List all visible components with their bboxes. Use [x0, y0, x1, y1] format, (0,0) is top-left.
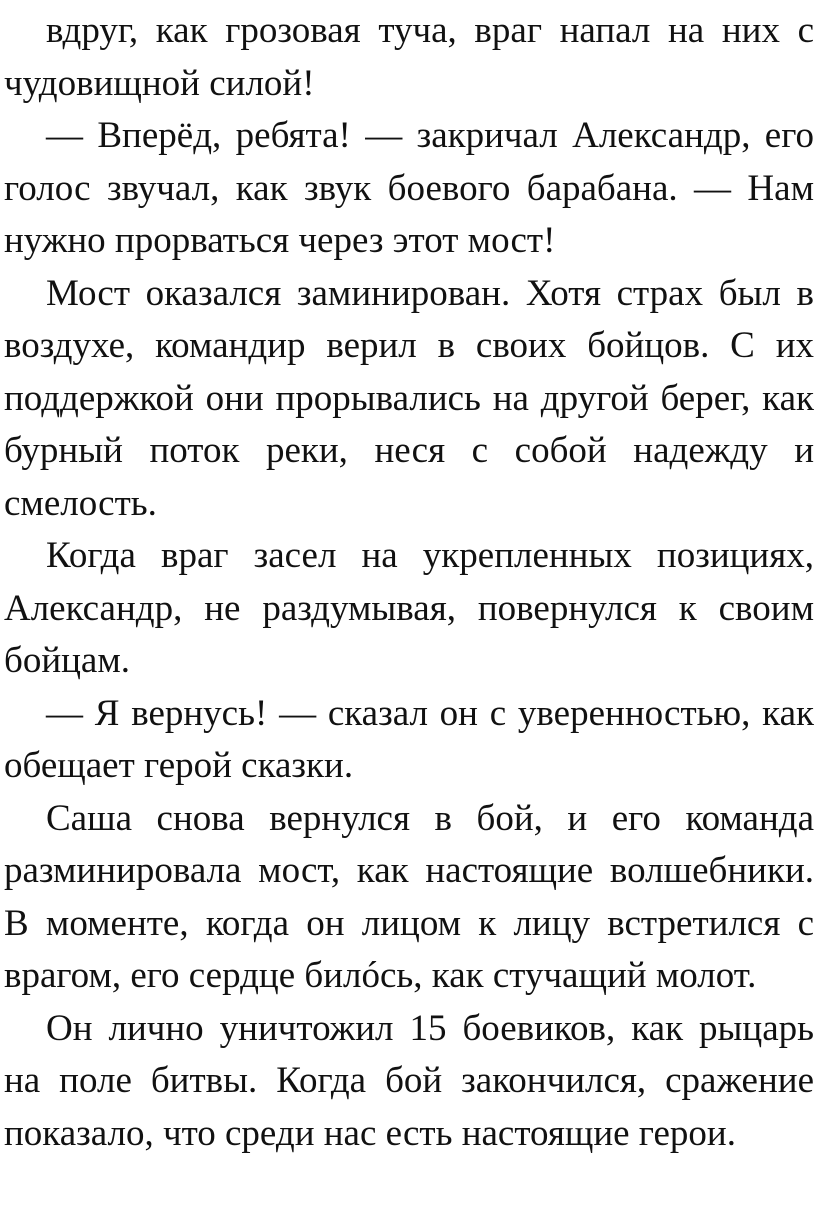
paragraph: Когда враг засел на укрепленных позициях, Александр, не раздумывая, повернулся к своим бойцам.: [4, 535, 814, 681]
document-page: [4, 5, 814, 1160]
paragraph: Он лично уничтожил 15 боевиков, как рыцарь на поле битвы. Когда бой закончился, сражение показало, что среди нас есть настоящие герои.: [4, 1007, 814, 1154]
paragraph: — Вперёд, ребята! — закричал Александр, его голос звучал, как звук боевого барабана. — Нам нужно прорваться через этот мост!: [4, 115, 814, 261]
paragraph: Саша снова вернулся в бой, и его команда разминировала мост, как настоящие волшебники. В моменте, когда он лицом к лицу встретился с врагом, его сердце билóсь, как стучащий молот.: [4, 797, 814, 996]
paragraph: вдруг, как грозовая туча, враг напал на них с чудовищной силой!: [4, 10, 814, 104]
paragraph: — Я вернусь! — сказал он с уверенностью, как обещает герой сказки.: [4, 692, 814, 786]
paragraph: Мост оказался заминирован. Хотя страх был в воздухе, командир верил в своих бойцов. С их поддержкой они прорывались на другой берег, как бурный поток реки, неся с собой надежду и смелость.: [4, 272, 814, 524]
